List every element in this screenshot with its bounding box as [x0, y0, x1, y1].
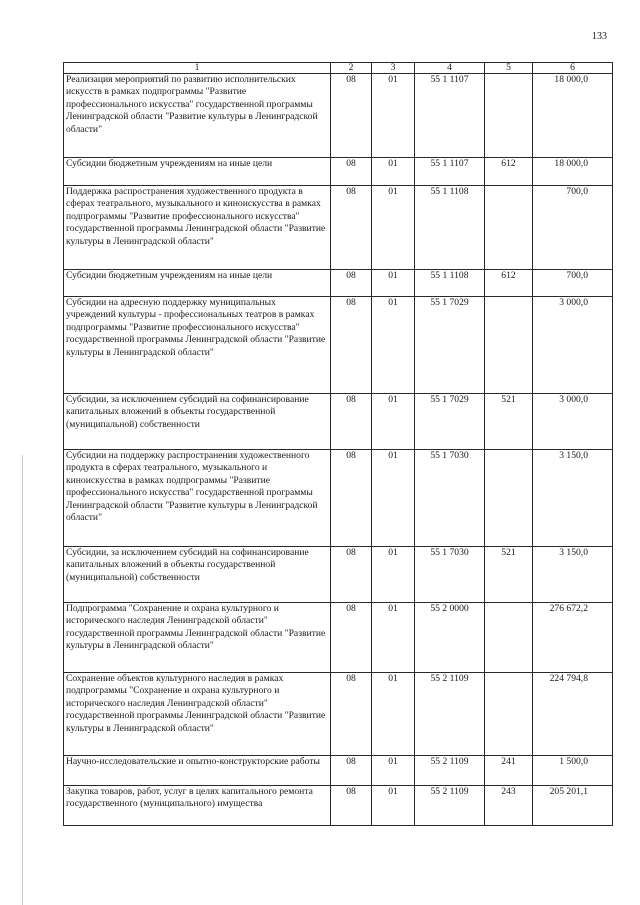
table-row [64, 756, 613, 786]
table-row [64, 158, 613, 186]
row-expense-type: 612 [485, 270, 533, 297]
row-sum: 700,0 [533, 270, 613, 297]
table-row [64, 186, 613, 270]
row-section: 08 [331, 786, 372, 826]
row-subsection: 01 [372, 158, 415, 186]
table-header-row [64, 63, 613, 74]
row-expense-type [485, 74, 533, 158]
row-sum: 700,0 [533, 186, 613, 270]
header-col-2: 2 [331, 63, 372, 74]
row-name: Подпрограмма "Сохранение и охрана культурного и исторического наследия Ленинградской области" государственной программы Ленинградской области "Развитие культуры в Ленинградской области" [64, 603, 331, 673]
row-expense-type: 612 [485, 158, 533, 186]
header-col-5: 5 [485, 63, 533, 74]
table-row [64, 450, 613, 547]
row-expense-type: 521 [485, 394, 533, 450]
table-row [64, 786, 613, 826]
table-row [64, 74, 613, 158]
row-section: 08 [331, 603, 372, 673]
page-number: 133 [592, 31, 607, 42]
scan-margin-line [22, 455, 23, 905]
row-target: 55 1 7029 [415, 297, 485, 394]
table-row [64, 270, 613, 297]
row-section: 08 [331, 547, 372, 603]
row-section: 08 [331, 756, 372, 786]
row-target: 55 1 1108 [415, 186, 485, 270]
row-name: Субсидии на поддержку распространения художественного продукта в сферах театрального, музыкального и киноискусства в рамках подпрограммы "Развитие профессионального искусства" государственной программы Ленинградской области "Развитие культуры в Ленинградской области" [64, 450, 331, 547]
row-sum: 3 150,0 [533, 547, 613, 603]
row-sum: 3 000,0 [533, 394, 613, 450]
row-subsection: 01 [372, 74, 415, 158]
row-subsection: 01 [372, 547, 415, 603]
row-subsection: 01 [372, 270, 415, 297]
row-expense-type [485, 673, 533, 756]
row-subsection: 01 [372, 297, 415, 394]
row-subsection: 01 [372, 786, 415, 826]
table-row [64, 297, 613, 394]
row-target: 55 2 1109 [415, 673, 485, 756]
row-target: 55 1 1107 [415, 74, 485, 158]
row-expense-type [485, 297, 533, 394]
row-section: 08 [331, 450, 372, 547]
row-name: Закупка товаров, работ, услуг в целях капитального ремонта государственного (муниципального) имущества [64, 786, 331, 826]
row-target: 55 1 1107 [415, 158, 485, 186]
row-target: 55 1 7029 [415, 394, 485, 450]
row-subsection: 01 [372, 603, 415, 673]
header-col-1: 1 [64, 63, 331, 74]
row-name: Поддержка распространения художественного продукта в сферах театрального, музыкального и киноискусства в рамках подпрограммы "Развитие профессионального искусства" государственной программы Ленинградской области "Развитие культуры в Ленинградской области" [64, 186, 331, 270]
row-expense-type: 241 [485, 756, 533, 786]
row-subsection: 01 [372, 756, 415, 786]
row-target: 55 2 1109 [415, 756, 485, 786]
row-target: 55 2 1109 [415, 786, 485, 826]
row-subsection: 01 [372, 394, 415, 450]
row-name: Субсидии, за исключением субсидий на софинансирование капитальных вложений в объекты государственной (муниципальной) собственности [64, 394, 331, 450]
table-row [64, 394, 613, 450]
row-target: 55 1 1108 [415, 270, 485, 297]
row-target: 55 2 0000 [415, 603, 485, 673]
row-name: Субсидии на адресную поддержку муниципальных учреждений культуры - профессиональных театров в рамках подпрограммы "Развитие профессионального искусства" государственной программы Ленинградской области "Развитие культуры в Ленинградской области" [64, 297, 331, 394]
row-subsection: 01 [372, 673, 415, 756]
row-target: 55 1 7030 [415, 547, 485, 603]
row-sum: 205 201,1 [533, 786, 613, 826]
row-sum: 3 150,0 [533, 450, 613, 547]
table-row [64, 603, 613, 673]
table-row [64, 547, 613, 603]
row-section: 08 [331, 297, 372, 394]
row-target: 55 1 7030 [415, 450, 485, 547]
row-sum: 18 000,0 [533, 158, 613, 186]
row-sum: 3 000,0 [533, 297, 613, 394]
row-expense-type: 521 [485, 547, 533, 603]
row-section: 08 [331, 270, 372, 297]
row-section: 08 [331, 158, 372, 186]
row-section: 08 [331, 673, 372, 756]
row-name: Реализация мероприятий по развитию исполнительских искусств в рамках подпрограммы "Развитие профессионального искусства" государственной программы Ленинградской области "Развитие культуры в Ленинградской области" [64, 74, 331, 158]
budget-table [63, 62, 613, 826]
row-sum: 1 500,0 [533, 756, 613, 786]
row-subsection: 01 [372, 450, 415, 547]
row-name: Сохранение объектов культурного наследия в рамках подпрограммы "Сохранение и охрана культурного и исторического наследия Ленинградской области" государственной программы Ленинградской области "Развитие культуры в Ленинградской области" [64, 673, 331, 756]
table-row [64, 673, 613, 756]
row-sum: 276 672,2 [533, 603, 613, 673]
row-name: Научно-исследовательские и опытно-конструкторские работы [64, 756, 331, 786]
row-name: Субсидии бюджетным учреждениям на иные цели [64, 270, 331, 297]
header-col-4: 4 [415, 63, 485, 74]
row-section: 08 [331, 74, 372, 158]
header-col-6: 6 [533, 63, 613, 74]
header-col-3: 3 [372, 63, 415, 74]
row-section: 08 [331, 394, 372, 450]
row-expense-type [485, 450, 533, 547]
row-name: Субсидии бюджетным учреждениям на иные цели [64, 158, 331, 186]
row-name: Субсидии, за исключением субсидий на софинансирование капитальных вложений в объекты государственной (муниципальной) собственности [64, 547, 331, 603]
row-expense-type: 243 [485, 786, 533, 826]
row-sum: 18 000,0 [533, 74, 613, 158]
row-expense-type [485, 603, 533, 673]
row-section: 08 [331, 186, 372, 270]
row-sum: 224 794,8 [533, 673, 613, 756]
row-subsection: 01 [372, 186, 415, 270]
row-expense-type [485, 186, 533, 270]
